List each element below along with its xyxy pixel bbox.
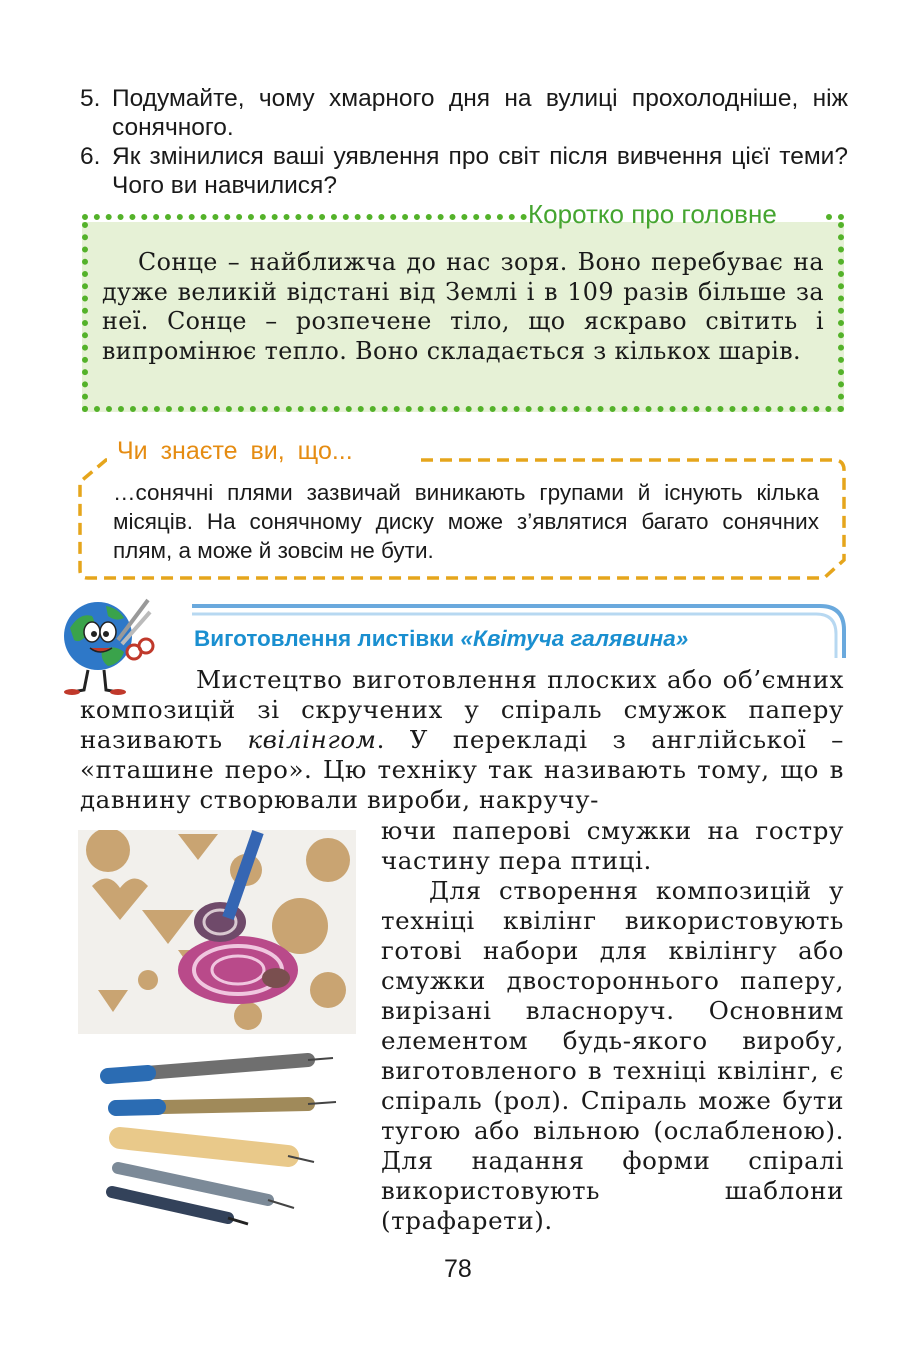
paragraph-intro-start: Мистецтво виготовлення плоских або об’ємних композицій зі скручених у спіраль смужок паперу називають: [80, 665, 844, 754]
question-6: [80, 142, 848, 200]
question-5: [80, 84, 848, 142]
did-you-know-text: …сонячні плями зазвичай виникають групами й існують кілька місяців. На сонячному диску може з’являтися багато сонячних плям, а може й зовсім не бути.: [113, 480, 819, 563]
quilling-templates-photo: [78, 830, 356, 1034]
summary-text: [102, 248, 824, 366]
term-quilling: квілінгом: [247, 725, 377, 754]
summary-title: Коротко про головне: [528, 199, 777, 229]
question-text: Як змінилися ваші уявлення про світ після вивчення цієї теми? Чого ви навчилися?: [112, 143, 848, 199]
paragraph-intro: [80, 665, 844, 815]
summary-border-top-right: [826, 214, 844, 220]
summary-border-top: [82, 214, 527, 220]
page-number: 78: [444, 1255, 472, 1283]
did-you-know-title: Чи знаєте ви, що...: [117, 437, 353, 465]
section-title-text: Виготовлення листівки: [194, 626, 461, 651]
section-title: [194, 626, 688, 652]
paragraph-technique: Для створення композицій у техніці квілінг використовують готові набори для квілінгу або смужки двостороннього паперу, вирізані власноруч. Основним елементом будь-якого виробу, виготовленого в техніці квілінг, є спіраль (рол). Спіраль може бути тугою або вільною (ослабленою). Для надання форми спіралі використовують шаблони (трафарети).: [381, 876, 844, 1235]
question-number: 6.: [80, 143, 101, 170]
column-text: [381, 816, 844, 1236]
paragraph-intro-end: . У перекладі з англійської – «пташине перо». Цю техніку так називають тому, що в давнину створювали вироби, накручу-: [80, 725, 844, 814]
question-text: Подумайте, чому хмарного дня на вулиці прохолодніше, ніж сонячного.: [112, 85, 848, 141]
question-number: 5.: [80, 85, 101, 112]
section-title-italic: «Квітуча галявина»: [460, 626, 689, 651]
summary-body: Сонце – найближча до нас зоря. Воно перебуває на дуже великій відстані від Землі і в 109 разів більше за неї. Сонце – розпечене тіло, що яскраво світить і випромінює тепло. Воно складається з кількох шарів.: [102, 248, 824, 365]
quilling-tools-photo: [98, 1052, 348, 1232]
paragraph-intro-continued: ючи паперові смужки на гостру частину пера птиці.: [381, 816, 844, 875]
